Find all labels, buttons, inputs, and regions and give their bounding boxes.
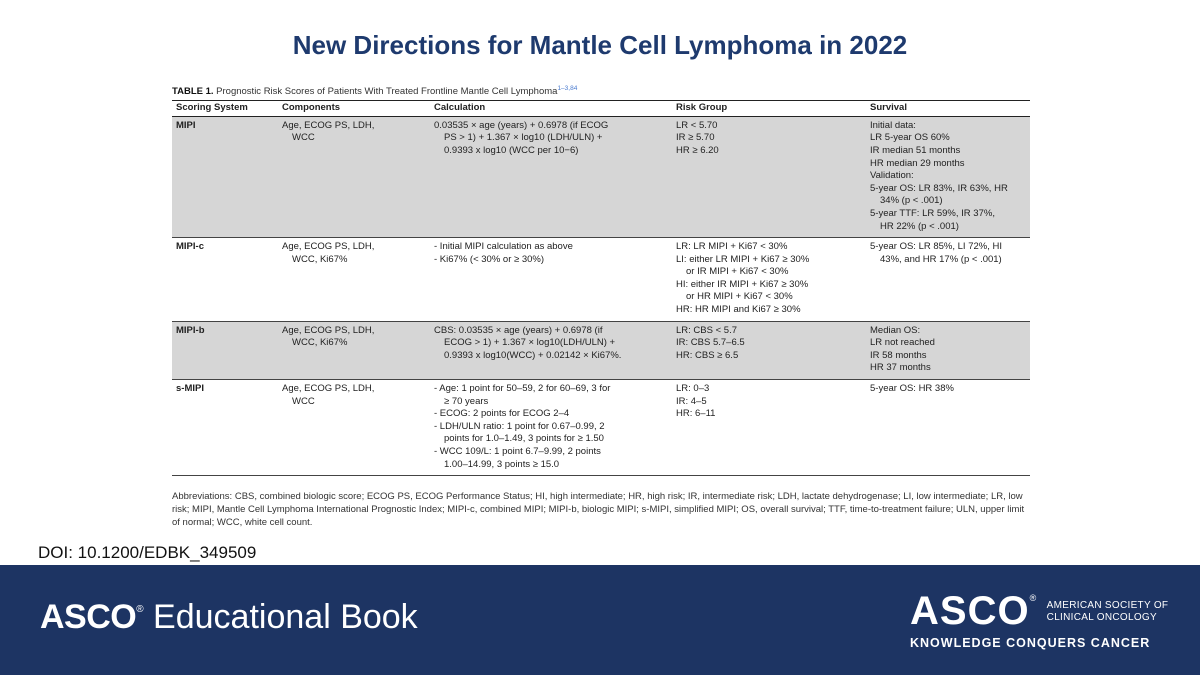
- cell-line: 1.00–14.99, 3 points ≥ 15.0: [444, 458, 560, 470]
- survival-cell: [866, 238, 1030, 322]
- brand-registered-mark: ®: [136, 604, 144, 615]
- cell-line: - Age: 1 point for 50–59, 2 for 60–69, 3 for: [434, 383, 611, 395]
- prognostic-risk-table: [172, 100, 1030, 476]
- asco-logo-registered-mark: ®: [1029, 593, 1037, 603]
- components-cell: [278, 380, 430, 476]
- cell-line: HR: 6–11: [676, 408, 716, 420]
- cell-line: WCC, Ki67%: [292, 337, 348, 349]
- cell-line: 0.03535 × age (years) + 0.6978 (if ECOG: [434, 119, 609, 131]
- col-header: Components: [278, 101, 430, 117]
- survival-cell: [866, 380, 1030, 476]
- scoring-system-cell: MIPI: [172, 116, 278, 237]
- table-caption-refs: 1–3,84: [557, 85, 578, 92]
- cell-line: Validation:: [870, 170, 914, 182]
- doi-link[interactable]: DOI: 10.1200/EDBK_349509: [38, 543, 257, 562]
- cell-line: 0.9393 x log10(WCC) + 0.02142 × Ki67%.: [444, 349, 622, 361]
- cell-line: 5-year TTF: LR 59%, IR 37%,: [870, 207, 995, 219]
- components-cell: [278, 116, 430, 237]
- scoring-system-cell: MIPI-c: [176, 241, 204, 253]
- table-row-mipi-c: [172, 238, 1030, 322]
- cell-line: HR: HR MIPI and Ki67 ≥ 30%: [676, 304, 801, 316]
- cell-line: 5-year OS: LR 85%, LI 72%, HI: [870, 241, 1003, 253]
- cell-line: IR ≥ 5.70: [676, 132, 715, 144]
- society-name-line: AMERICAN SOCIETY OF: [1046, 599, 1169, 611]
- cell-line: WCC: [292, 132, 315, 144]
- table-caption-text: Prognostic Risk Scores of Patients With Treated Frontline Mantle Cell Lymphoma: [216, 86, 558, 98]
- cell-line: HI: either IR MIPI + Ki67 ≥ 30%: [676, 278, 809, 290]
- risk-group-cell: [672, 380, 866, 476]
- cell-line: or IR MIPI + Ki67 < 30%: [686, 266, 789, 278]
- calculation-cell: [430, 238, 672, 322]
- asco-tagline: KNOWLEDGE CONQUERS CANCER: [910, 636, 1151, 650]
- table-header-row: [172, 101, 1030, 117]
- cell-line: ECOG > 1) + 1.367 × log10(LDH/ULN) +: [444, 337, 616, 349]
- cell-line: LI: either LR MIPI + Ki67 ≥ 30%: [676, 253, 810, 265]
- table-label: TABLE 1.: [172, 86, 214, 98]
- cell-line: IR: CBS 5.7–6.5: [676, 337, 745, 349]
- cell-line: LR not reached: [870, 337, 935, 349]
- table-row-s-mipi: [172, 380, 1030, 476]
- cell-line: 5-year OS: HR 38%: [870, 383, 954, 395]
- prognostic-table-figure: [172, 85, 1030, 529]
- cell-line: - LDH/ULN ratio: 1 point for 0.67–0.99, 2: [434, 420, 605, 432]
- risk-group-cell: [672, 321, 866, 379]
- cell-line: - WCC 109/L: 1 point 6.7–9.99, 2 points: [434, 446, 601, 457]
- cell-line: Initial data:: [870, 119, 916, 131]
- cell-line: IR: 4–5: [676, 395, 707, 407]
- cell-line: Age, ECOG PS, LDH,: [282, 383, 375, 395]
- brand-asco-word: ASCO: [40, 598, 137, 636]
- cell-line: points for 1.0–1.49, 3 points for ≥ 1.50: [444, 433, 604, 445]
- risk-group-cell: [672, 116, 866, 237]
- cell-line: CBS: 0.03535 × age (years) + 0.6978 (if: [434, 324, 603, 336]
- calculation-cell: [430, 116, 672, 237]
- educational-book-brand: [40, 598, 418, 637]
- cell-line: 43%, and HR 17% (p < .001): [880, 253, 1002, 265]
- cell-line: HR ≥ 6.20: [676, 144, 719, 156]
- cell-line: LR 5-year OS 60%: [870, 132, 950, 144]
- col-header: Risk Group: [672, 101, 866, 117]
- col-header: Survival: [866, 101, 1030, 117]
- cell-line: - Initial MIPI calculation as above: [434, 241, 573, 253]
- cell-line: Age, ECOG PS, LDH,: [282, 324, 375, 336]
- cell-line: IR 58 months: [870, 349, 927, 361]
- cell-line: HR median 29 months: [870, 157, 965, 169]
- cell-line: LR < 5.70: [676, 119, 718, 131]
- asco-society-logo: [910, 589, 1168, 650]
- table-caption: [172, 85, 1030, 97]
- cell-line: 0.9393 x log10 (WCC per 10−6): [444, 144, 579, 156]
- cell-line: HR: CBS ≥ 6.5: [676, 349, 739, 361]
- table-abbreviations-footnote: Abbreviations: CBS, combined biologic score; ECOG PS, ECOG Performance Status; HI, high intermediate; HR, high risk; IR, intermediate risk; LDH, lactate dehydrogenase; LI, low intermediate; LR, low risk; MIPI, Mantle Cell Lymphoma International Prognostic Index; MIPI-c, combined MIPI; MIPI-b, biologic MIPI; s-MIPI, simplified MIPI; OS, overall survival; TTF, time-to-treatment failure; ULN, upper limit of normal; WCC, white cell count.: [172, 491, 1025, 529]
- cell-line: Age, ECOG PS, LDH,: [282, 119, 375, 131]
- cell-line: HR 37 months: [870, 362, 931, 374]
- cell-line: 34% (p < .001): [880, 195, 943, 207]
- table-row-mipi: [172, 116, 1030, 237]
- cell-line: IR median 51 months: [870, 144, 961, 156]
- scoring-system-cell: s-MIPI: [176, 383, 204, 395]
- risk-group-cell: [672, 238, 866, 322]
- asco-logo-word: ASCO: [910, 589, 1030, 633]
- cell-line: PS > 1) + 1.367 × log10 (LDH/ULN) +: [444, 132, 603, 144]
- cell-line: LR: 0–3: [676, 383, 710, 395]
- calculation-cell: [430, 321, 672, 379]
- components-cell: [278, 321, 430, 379]
- table-row-mipi-b: [172, 321, 1030, 379]
- calculation-cell: [430, 380, 672, 476]
- cell-line: WCC: [292, 395, 315, 407]
- cell-line: - ECOG: 2 points for ECOG 2–4: [434, 408, 570, 420]
- cell-line: LR: LR MIPI + Ki67 < 30%: [676, 241, 788, 253]
- cell-line: - Ki67% (< 30% or ≥ 30%): [434, 253, 545, 265]
- cell-line: Median OS:: [870, 324, 921, 336]
- cell-line: LR: CBS < 5.7: [676, 324, 737, 336]
- society-name: [1047, 600, 1169, 624]
- cell-line: Age, ECOG PS, LDH,: [282, 241, 375, 253]
- cell-line: WCC, Ki67%: [292, 253, 348, 265]
- cell-line: HR 22% (p < .001): [880, 220, 959, 232]
- col-header: Scoring System: [172, 101, 278, 117]
- col-header: Calculation: [430, 101, 672, 117]
- cell-line: or HR MIPI + Ki67 < 30%: [686, 291, 793, 303]
- scoring-system-cell: MIPI-b: [172, 321, 278, 379]
- brand-educational-book: Educational Book: [143, 598, 418, 636]
- cell-line: 5-year OS: LR 83%, IR 63%, HR: [870, 182, 1008, 194]
- survival-cell: [866, 321, 1030, 379]
- slide-title: New Directions for Mantle Cell Lymphoma in 2022: [292, 30, 908, 60]
- survival-cell: [866, 116, 1030, 237]
- components-cell: [278, 238, 430, 322]
- society-name-line: CLINICAL ONCOLOGY: [1046, 611, 1157, 623]
- footer-banner: [0, 565, 1200, 675]
- cell-line: ≥ 70 years: [444, 395, 489, 407]
